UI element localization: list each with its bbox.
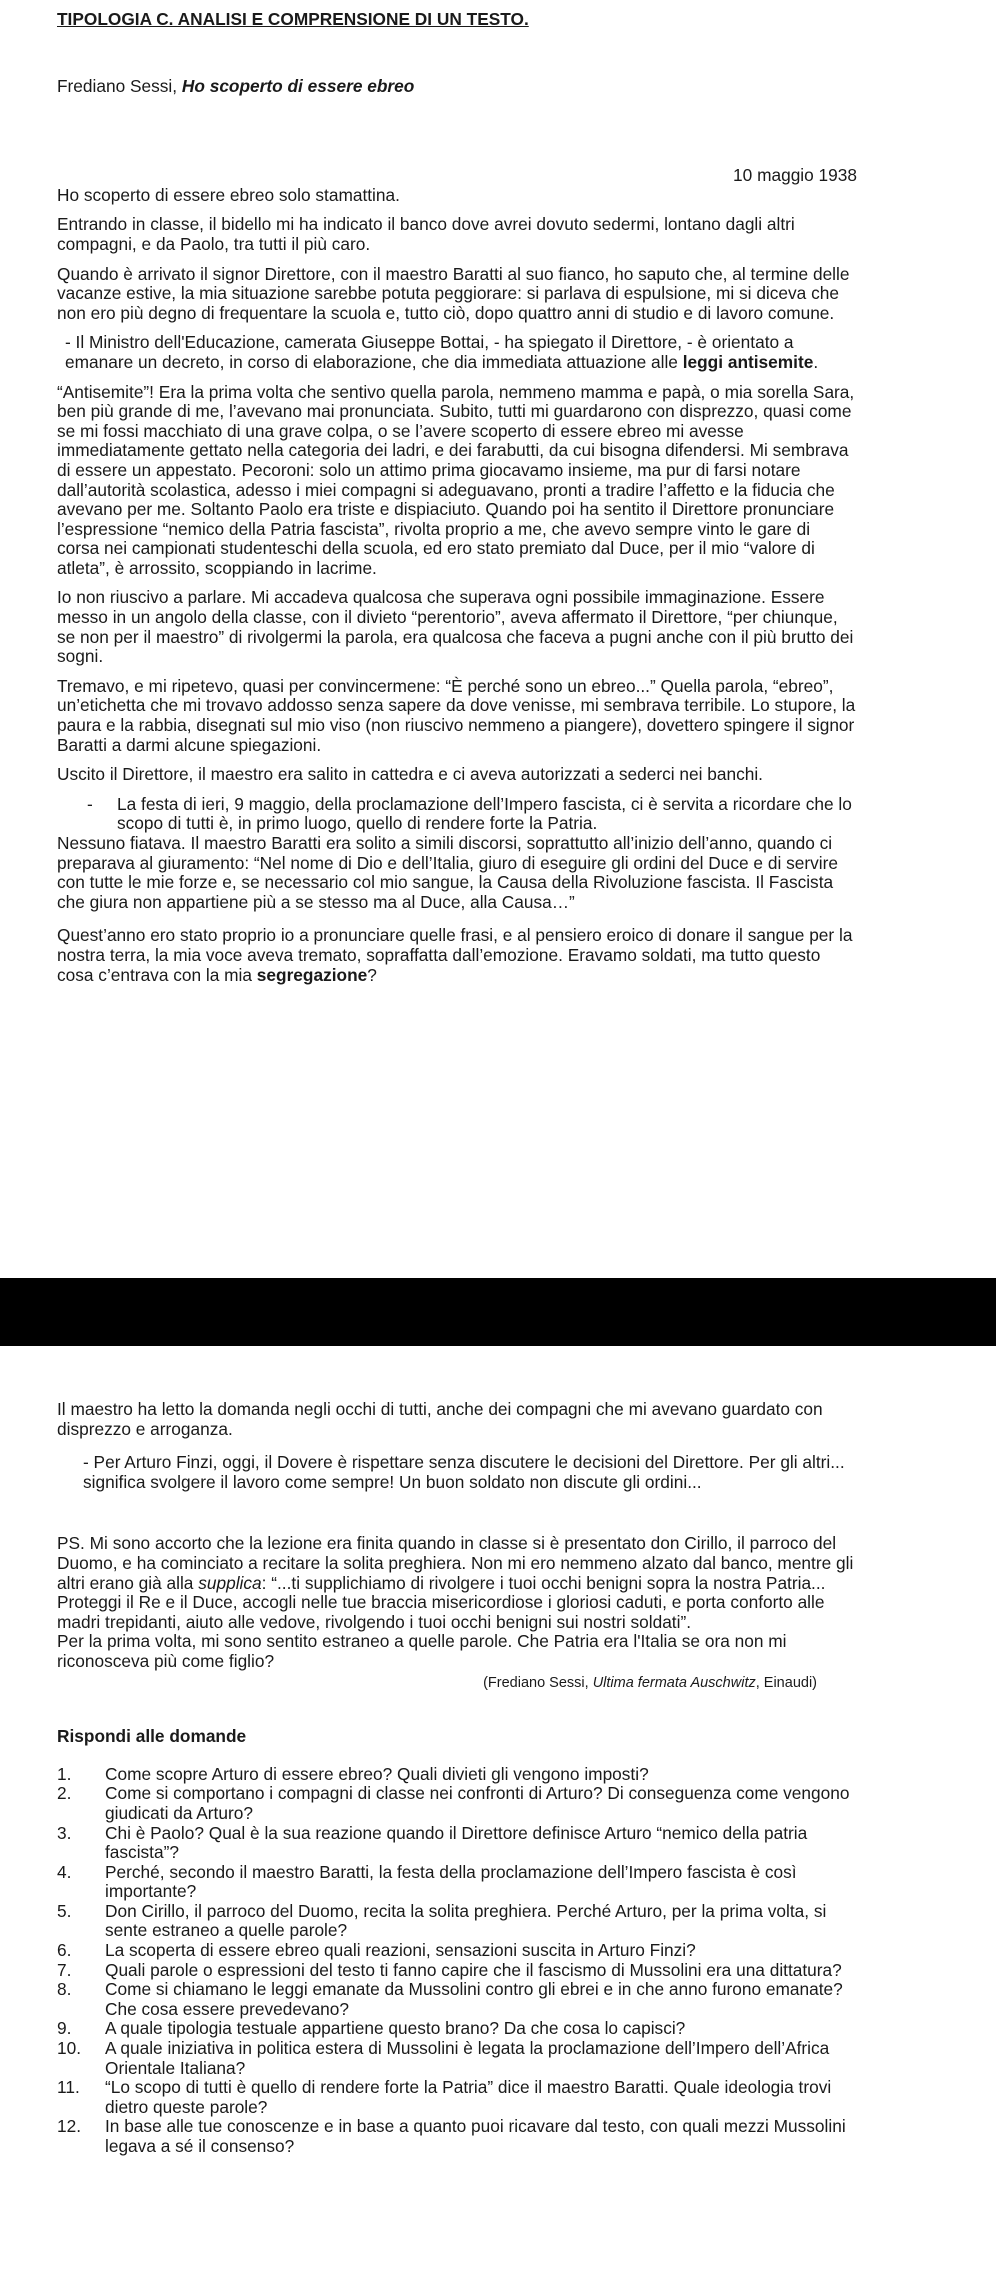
page-2-paragraph-2: - Per Arturo Finzi, oggi, il Dovere è rispettare senza discutere le decisioni del Direttore. Per gli altri... significa svolgere il lavoro come sempre! Un buon soldato non discute gli ordini... [83, 1452, 845, 1492]
question-text: A quale iniziativa in politica estera di Mussolini è legata la proclamazione dell’Impero dell’Africa Orientale Italiana? [105, 2038, 830, 2078]
dash-item-text: La festa di ieri, 9 maggio, della proclamazione dell’Impero fascista, ci è servita a ricordare che lo scopo di tutti è, in primo luogo, quello di rendere forte la Patria. [117, 793, 852, 834]
question-text: Come si comportano i compagni di classe nei confronti di Arturo? Di conseguenza come vengono giudicati da Arturo? [105, 1783, 850, 1823]
questions-title: Rispondi alle domande [57, 1726, 247, 1747]
question-number: 3. [57, 1822, 72, 1843]
question-item [57, 1902, 857, 1941]
page-2-paragraph-3: Per la prima volta, mi sono sentito estraneo a quelle parole. Che Patria era l'Italia se ora non mi riconosceva più come figlio? [57, 1631, 787, 1671]
author-name: Frediano Sessi, [57, 75, 182, 96]
page-2-text-column [57, 1400, 857, 2157]
postscript-text-end: : “...ti supplichiamo di rivolgere i tuoi occhi benigni sopra la nostra Patria... Proteggi il Re e il Duce, accogli nelle tue braccia misericordiose i gloriosi caduti, e porta conforto alle madri trepidanti, aiuto alle vedove, rivolgendo i tuoi occhi benigni sui nostri soldati”. [57, 1572, 826, 1632]
question-text: Come scopre Arturo di essere ebreo? Quali divieti gli vengono imposti? [105, 1763, 649, 1784]
question-number: 11. [57, 2077, 80, 2098]
citation-prefix: (Frediano Sessi, [483, 1674, 593, 1691]
question-text: A quale tipologia testuale appartiene questo brano? Da che cosa lo capisci? [105, 2018, 686, 2039]
postscript [57, 1534, 857, 1632]
document-heading: TIPOLOGIA C. ANALISI E COMPRENSIONE DI UN TESTO. [57, 9, 529, 29]
paragraph-3: Quando è arrivato il signor Direttore, con il maestro Baratti al suo fianco, ho saputo che, al termine delle vacanze estive, la mia situazione sarebbe potuta peggiorare: si parlava di espulsione, mi si diceva che non ero più degno di frequentare la scuola e, tutto ciò, dopo quattro anni di studio e di lavoro comune. [57, 263, 850, 323]
postscript-text: PS. Mi sono accorto che la lezione era finita quando in classe si è presentato don Cirillo, il parroco del Duomo, e ha cominciato a recitare la solita preghiera. Non mi ero nemmeno alzato dal banco, mentre gli altri erano già alla [57, 1533, 854, 1593]
question-number: 8. [57, 1979, 72, 2000]
story-title: Ho scoperto di essere ebreo [181, 75, 415, 96]
question-item [57, 1941, 857, 1961]
paragraph-6: Io non riuscivo a parlare. Mi accadeva qualcosa che superava ogni possibile immaginazione. Essere messo in un angolo della classe, con il divieto “perentorio”, aveva affermato il Direttore, “per chiunque, se non per il maestro” di rivolgermi la parola, era qualcosa che faceva a pugni anche con il più brutto dei sogni. [57, 587, 854, 667]
question-number: 7. [57, 1959, 72, 1980]
question-item [57, 2039, 857, 2078]
dash-bullet: - [87, 793, 93, 814]
question-text: Quali parole o espressioni del testo ti fanno capire che il fascismo di Mussolini era una dittatura? [105, 1959, 842, 1980]
page-1-text-column [57, 10, 857, 985]
question-text: Come si chiamano le leggi emanate da Mussolini contro gli ebrei e in che anno furono emanate? Che cosa essere prevedevano? [105, 1979, 843, 2019]
question-number: 1. [57, 1763, 72, 1784]
dash-list-item [57, 795, 857, 834]
paragraph-4-end: . [813, 351, 819, 372]
italic-supplica: supplica [198, 1572, 262, 1593]
paragraph-4 [57, 333, 857, 372]
citation-book-title: Ultima fermata Auschwitz [592, 1674, 756, 1691]
question-item [57, 2078, 857, 2117]
paragraph-5: “Antisemite”! Era la prima volta che sentivo quella parola, nemmeno mamma e papà, o mia sorella Sara, ben più grande di me, l’avevano mai pronunciata. Subito, tutti mi guardarono con disprezzo, quasi come se mi fossi macchiato di una grave colpa, o se l’avere scoperto di essere ebreo mi avesse immediatamente gettato nella categoria dei ladri, e dei farabutti, da cui bisogna difendersi. Mi sembrava di essere un appestato. Pecoroni: solo un attimo prima giocavamo insieme, ma pur di farsi notare dall’autorità scolastica, adesso i miei compagni si adeguavano, pronti a tradire l’affetto e la fiducia che avevano per me. Soltanto Paolo era triste e dispiaciuto. Quando poi ha sentito il Direttore pronunciare l’espressione “nemico della Patria fascista”, rivolta proprio a me, che avevo sempre vinto le gare di corsa nei campionati studenteschi della scuola, ed ero stato premiato dal Duce, per il mio “valore di atleta”, è arrossito, scoppiando in lacrime. [57, 381, 855, 578]
question-item [57, 2117, 857, 2156]
question-text: La scoperta di essere ebreo quali reazioni, sensazioni suscita in Arturo Finzi? [105, 1940, 696, 1961]
paragraph-11-text: Quest’anno ero stato proprio io a pronunciare quelle frasi, e al pensiero eroico di donare il sangue per la nostra terra, la mia voce aveva tremato, sopraffatta dall’emozione. Eravamo soldati, ma tutto questo cosa c’entrava con la mia [57, 925, 853, 985]
paragraph-7: Tremavo, e mi ripetevo, quasi per convincermene: “È perché sono un ebreo...” Quella parola, “ebreo”, un’etichetta che mi trovavo addosso senza sapere da dove venisse, mi sembrava terribile. Lo stupore, la paura e la rabbia, disegnati sul mio viso (non riuscivo nemmeno a piangere), dovettero spingere il signor Baratti a darmi alcune spiegazioni. [57, 675, 856, 755]
diary-date: 10 maggio 1938 [733, 165, 857, 186]
paragraph-11 [57, 926, 857, 985]
paragraph-1: Ho scoperto di essere ebreo solo stamattina. [57, 184, 400, 205]
question-item [57, 1980, 857, 2019]
paragraph-2: Entrando in classe, il bidello mi ha indicato il banco dove avrei dovuto sedermi, lontano dagli altri compagni, e da Paolo, tra tutti il più caro. [57, 214, 795, 254]
paragraph-4-text: - Il Ministro dell'Educazione, camerata Giuseppe Bottai, - ha spiegato il Direttore, - è orientato a emanare un decreto, in corso di elaborazione, che dia immediata attuazione alle [65, 332, 794, 372]
paragraph-8: Uscito il Direttore, il maestro era salito in cattedra e ci aveva autorizzati a sederci nei banchi. [57, 764, 763, 785]
paragraph-11-end: ? [367, 964, 377, 985]
question-number: 12. [57, 2116, 82, 2137]
document-page-2 [0, 1346, 996, 2296]
bold-segregazione: segregazione [256, 964, 368, 985]
question-number: 2. [57, 1783, 72, 1804]
question-number: 10. [57, 2038, 82, 2059]
question-number: 5. [57, 1900, 72, 1921]
question-item [57, 2019, 857, 2039]
question-text: Chi è Paolo? Qual è la sua reazione quando il Direttore definisce Arturo “nemico della patria fascista”? [105, 1822, 808, 1863]
question-item [57, 1765, 857, 1785]
source-citation [57, 1674, 817, 1694]
page-separator-bar [0, 1278, 996, 1346]
paragraph-10: Nessuno fiatava. Il maestro Baratti era solito a simili discorsi, soprattutto all’inizio dell’anno, quando ci preparava al giuramento: “Nel nome di Dio e dell’Italia, giuro di eseguire gli ordini del Duce e di servire con tutte le mie forze e, se necessario col mio sangue, la Causa della Rivoluzione fascista. Il Fascista che giura non appartiene più a se stesso ma al Duce, alla Causa…” [57, 833, 838, 912]
question-number: 4. [57, 1861, 72, 1882]
question-text: “Lo scopo di tutti è quello di rendere forte la Patria” dice il maestro Baratti. Quale ideologia trovi dietro queste parole? [105, 2077, 832, 2117]
question-text: Don Cirillo, il parroco del Duomo, recita la solita preghiera. Perché Arturo, per la prima volta, si sente estraneo a quelle parole? [105, 1900, 827, 1941]
question-item [57, 1863, 857, 1902]
question-item [57, 1824, 857, 1863]
questions-list [57, 1765, 857, 2157]
citation-suffix: , Einaudi) [755, 1674, 817, 1691]
bold-leggi-antisemite: leggi antisemite [682, 351, 814, 372]
page-2-paragraph-1: Il maestro ha letto la domanda negli occhi di tutti, anche dei compagni che mi avevano guardato con disprezzo e arroganza. [57, 1399, 823, 1439]
question-item [57, 1784, 857, 1823]
question-item [57, 1961, 857, 1981]
question-number: 6. [57, 1940, 72, 1961]
question-number: 9. [57, 2018, 72, 2039]
author-line [57, 77, 857, 97]
question-text: Perché, secondo il maestro Baratti, la festa della proclamazione dell’Impero fascista è così importante? [105, 1861, 797, 1902]
question-text: In base alle tue conoscenze e in base a quanto puoi ricavare dal testo, con quali mezzi Mussolini legava a sé il consenso? [105, 2116, 846, 2156]
